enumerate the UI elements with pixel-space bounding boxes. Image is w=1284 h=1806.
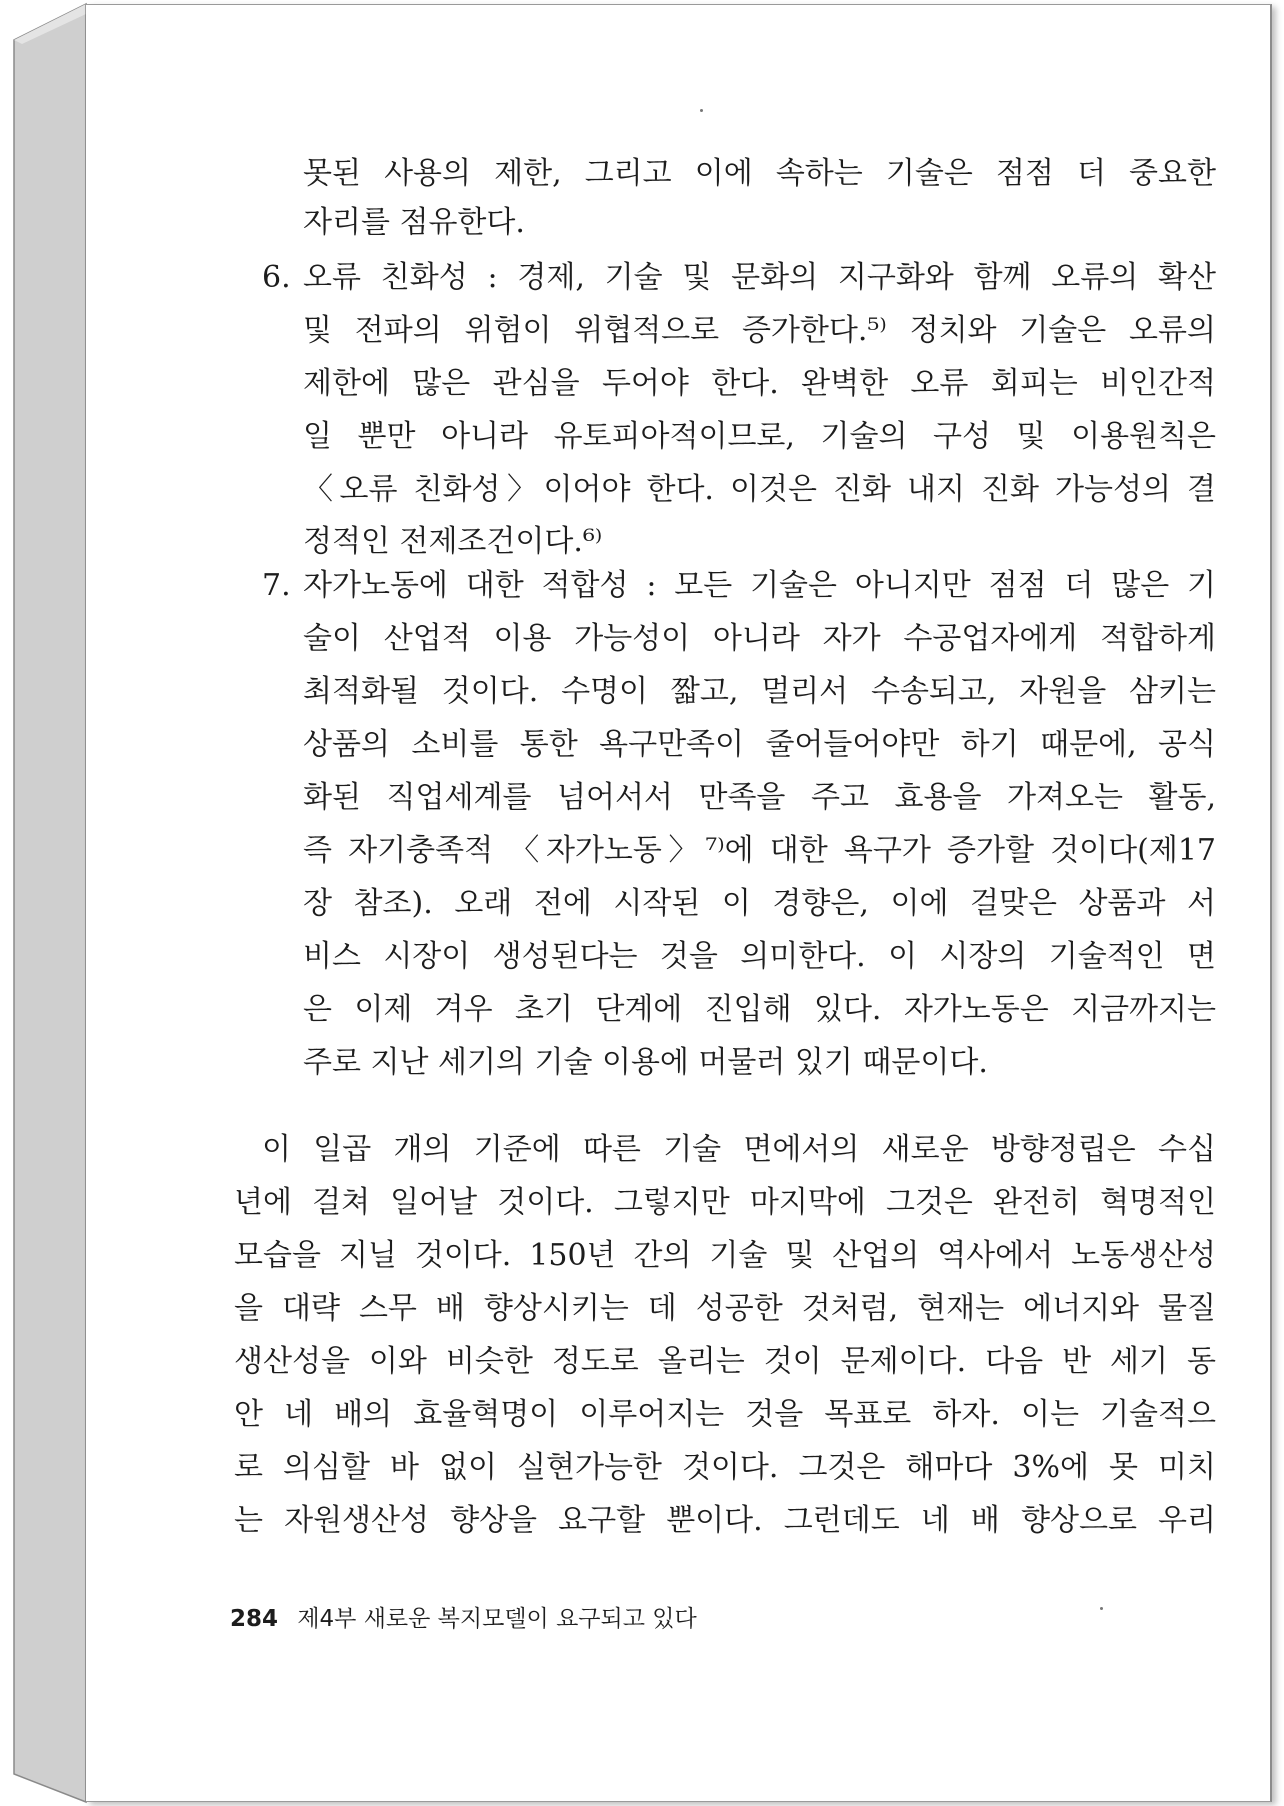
running-title: 제4부 새로운 복지모델이 요구되고 있다	[297, 1606, 697, 1632]
text-line: 자가노동에 대한 적합성 : 모든 기술은 아니지만 점점 더 많은 기	[303, 568, 1216, 603]
page-number: 284	[230, 1606, 279, 1632]
text-line: 오류 친화성 : 경제, 기술 및 문화의 지구화와 함께 오류의 확산	[303, 260, 1216, 295]
text-line: 모습을 지닐 것이다. 150년 간의 기술 및 산업의 역사에서 노동생산성	[234, 1238, 1216, 1273]
paper-speck	[700, 109, 703, 112]
text-line: 는 자원생산성 향상을 요구할 뿐이다. 그런데도 네 배 향상으로 우리	[234, 1503, 1216, 1538]
paper-speck	[1100, 1607, 1103, 1610]
text-line: 장 참조). 오래 전에 시작된 이 경향은, 이에 걸맞은 상품과 서	[303, 886, 1216, 921]
text-line: 자리를 점유한다.	[303, 205, 525, 240]
page-footer	[230, 1601, 697, 1637]
text-line: 화된 직업세계를 넘어서서 만족을 주고 효용을 가져오는 활동,	[303, 780, 1216, 815]
text-line: 생산성을 이와 비슷한 정도로 올리는 것이 문제이다. 다음 반 세기 동	[234, 1344, 1216, 1379]
text-line: 로 의심할 바 없이 실현가능한 것이다. 그것은 해마다 3%에 못 미치	[234, 1450, 1216, 1485]
text-line: 즉 자기충족적 〈자가노동〉⁷⁾에 대한 욕구가 증가할 것이다(제17	[303, 833, 1216, 868]
text-line: 은 이제 겨우 초기 단계에 진입해 있다. 자가노동은 지금까지는	[303, 992, 1216, 1027]
text-line: 을 대략 스무 배 향상시키는 데 성공한 것처럼, 현재는 에너지와 물질	[234, 1291, 1216, 1326]
text-line: 이 일곱 개의 기준에 따른 기술 면에서의 새로운 방향정립은 수십	[262, 1132, 1216, 1167]
list-number: 7.	[262, 568, 291, 603]
text-line: 상품의 소비를 통한 욕구만족이 줄어들어야만 하기 때문에, 공식	[303, 727, 1216, 762]
text-line: 일 뿐만 아니라 유토피아적이므로, 기술의 구성 및 이용원칙은	[303, 419, 1216, 454]
text-line: 비스 시장이 생성된다는 것을 의미한다. 이 시장의 기술적인 면	[303, 939, 1216, 974]
text-line: 정적인 전제조건이다.⁶⁾	[303, 524, 603, 559]
text-line: 안 네 배의 효율혁명이 이루어지는 것을 목표로 하자. 이는 기술적으	[234, 1397, 1216, 1432]
text-line: 〈오류 친화성〉이어야 한다. 이것은 진화 내지 진화 가능성의 결	[303, 472, 1216, 507]
list-number: 6.	[262, 260, 291, 295]
text-line: 제한에 많은 관심을 두어야 한다. 완벽한 오류 회피는 비인간적	[303, 366, 1216, 401]
text-line: 못된 사용의 제한, 그리고 이에 속하는 기술은 점점 더 중요한	[303, 156, 1216, 191]
text-line: 술이 산업적 이용 가능성이 아니라 자가 수공업자에게 적합하게	[303, 621, 1216, 656]
text-line: 주로 지난 세기의 기술 이용에 머물러 있기 때문이다.	[303, 1045, 988, 1080]
text-line: 최적화될 것이다. 수명이 짧고, 멀리서 수송되고, 자원을 삼키는	[303, 674, 1216, 709]
text-line: 및 전파의 위험이 위협적으로 증가한다.⁵⁾ 정치와 기술은 오류의	[303, 313, 1216, 348]
text-line: 년에 걸쳐 일어날 것이다. 그렇지만 마지막에 그것은 완전히 혁명적인	[234, 1185, 1216, 1220]
